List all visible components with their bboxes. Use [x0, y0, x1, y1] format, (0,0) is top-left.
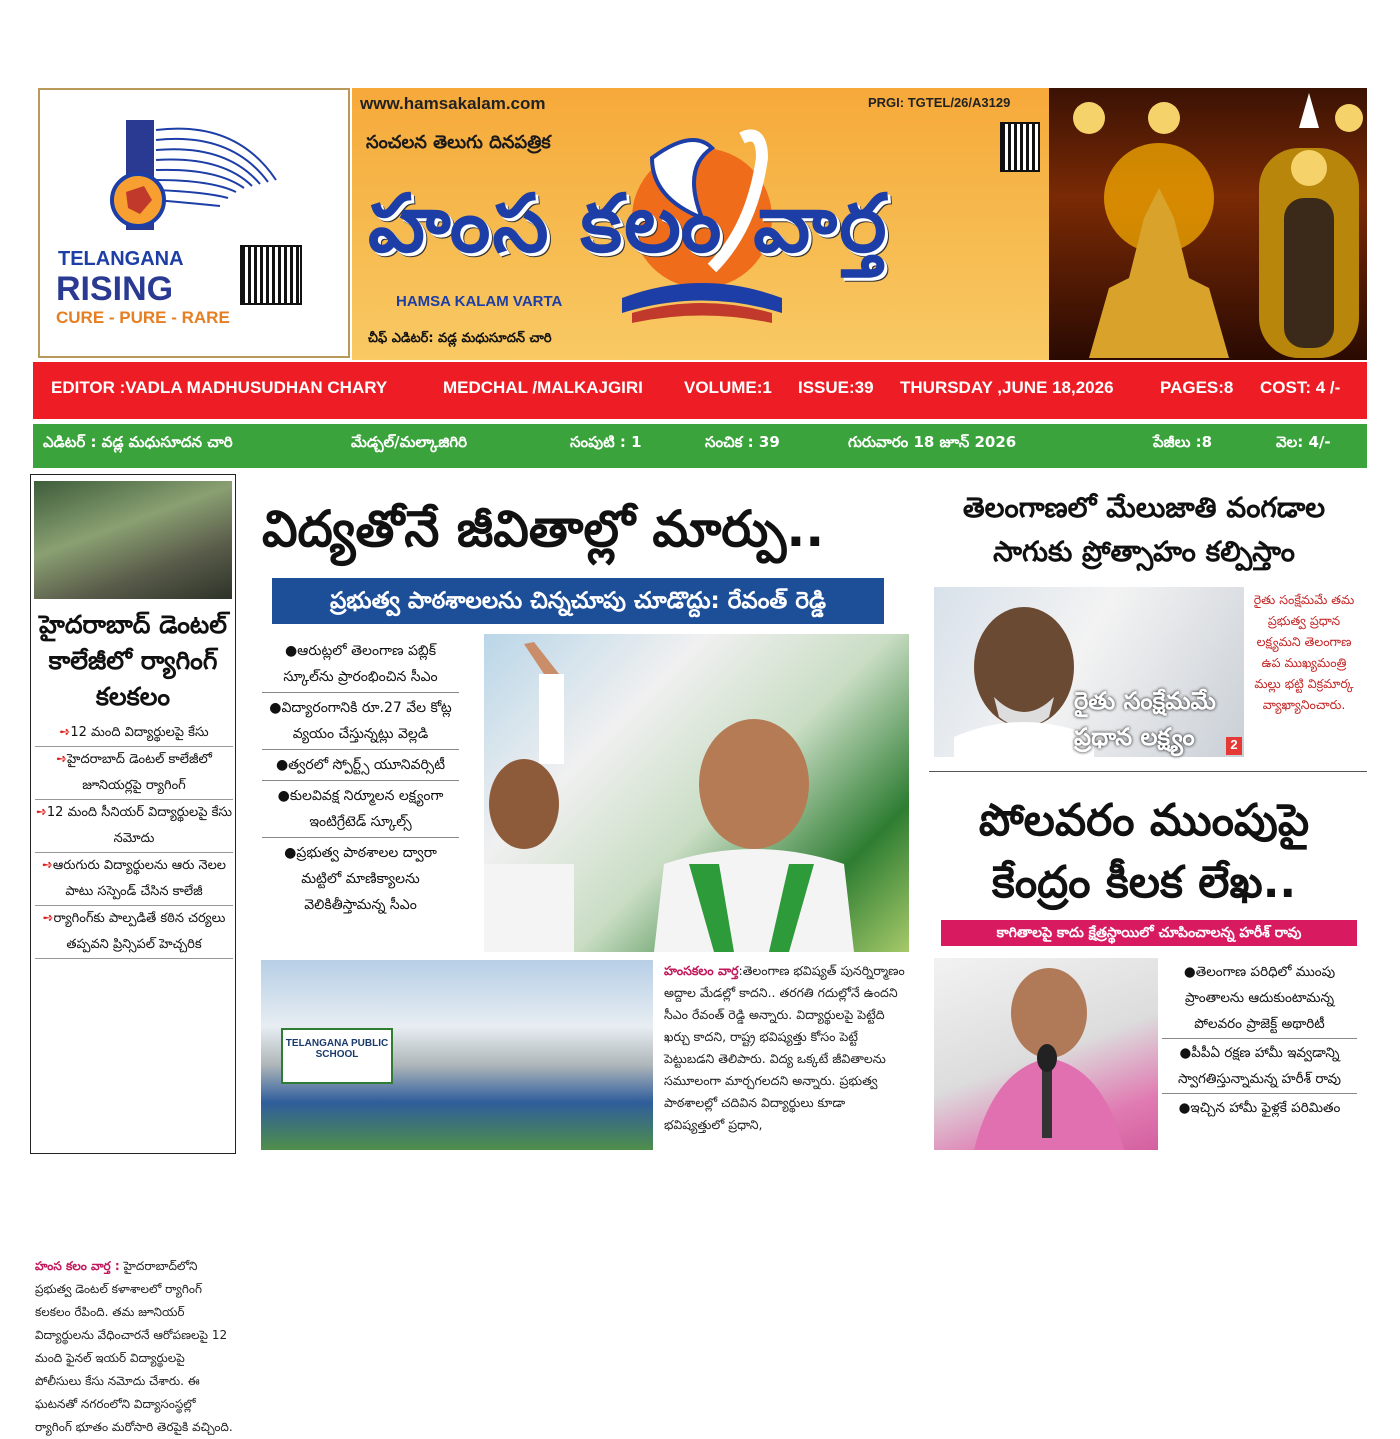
- right-story2-subhead: కాగితాలపై కాదు క్షేత్రస్థాయిలో చూపించాలన్న హరీశ్ రావు: [941, 920, 1357, 946]
- right-story2-headline: పోలవరం ముంపుపై కేంద్రం కీలక లేఖ..: [978, 795, 1310, 908]
- masthead: [352, 88, 1049, 360]
- temple-icon: [1049, 88, 1367, 360]
- list-item: ➺12 మంది విద్యార్థులపై కేసు: [35, 720, 233, 747]
- list-item: ●కులవివక్ష నిర్మూలన లక్ష్యంగా ఇంటిగ్రేటెడ్ స్కూల్స్: [262, 781, 459, 838]
- main-story-bullets: [262, 636, 459, 920]
- main-subhead: ప్రభుత్వ పాఠశాలలను చిన్నచూపు చూడొద్దు: రేవంత్ రెడ్డి: [272, 578, 884, 624]
- arrow-icon: ➺: [36, 805, 47, 820]
- rising-logo-icon: [86, 120, 216, 250]
- arrow-icon: ➺: [42, 911, 54, 926]
- arrow-icon: ➺: [56, 752, 68, 767]
- cost-en: COST: 4 /-: [1260, 378, 1341, 397]
- left-story-headline: హైదరాబాద్ డెంటల్ కాలేజీలో ర్యాగింగ్ కలకలం: [39, 610, 227, 711]
- volume-en: VOLUME:1: [684, 378, 772, 397]
- dateline: హంసకలం వార్త: [664, 963, 739, 978]
- list-item: ●తెలంగాణ పరిధిలో ముంపు ప్రాంతాలను ఆదుకుంటామన్న పోలవరం ప్రాజెక్ట్ అథారిటీ: [1162, 958, 1357, 1039]
- dental-college-photo: [34, 481, 232, 599]
- issue-en: ISSUE:39: [798, 378, 874, 397]
- newspaper-title-en: HAMSA KALAM VARTA: [396, 293, 563, 310]
- arrow-icon: ➺: [59, 725, 71, 740]
- temple-image: [1049, 88, 1367, 360]
- list-item: ➺12 మంది సీనియర్ విద్యార్థులపై కేసు నమోదు: [35, 800, 233, 853]
- photo-caption: రైతు సంక్షేమమే ప్రధాన లక్ష్యం: [1074, 687, 1216, 751]
- school-building-photo: [261, 960, 653, 1150]
- section-divider: [929, 771, 1367, 772]
- main-headline: విద్యతోనే జీవితాల్లో మార్పు..: [262, 500, 825, 558]
- page-ref-badge: 2: [1226, 737, 1242, 755]
- chief-editor: చీఫ్ ఎడిటర్: వడ్ల మధుసూదన్ చారి: [368, 331, 552, 346]
- list-item: ●ప్రభుత్వ పాఠశాలల ద్వారా మట్టిలో మాణిక్యాలను వెలికితీస్తామన్న సీఎం: [284, 845, 437, 913]
- deputy-cm-photo: [934, 587, 1244, 757]
- pages-te: పేజీలు :8: [1153, 433, 1213, 451]
- harish-rao-photo: [934, 958, 1158, 1150]
- arrow-icon: ➺: [41, 858, 53, 873]
- right-story1-headline: తెలంగాణలో మేలుజాతి వంగడాల సాగుకు ప్రోత్సాహం కల్పిస్తాం: [962, 491, 1326, 568]
- telugu-info-bar: [33, 424, 1367, 468]
- prgi-number: PRGI: TGTEL/26/A3129: [868, 95, 1011, 110]
- school-sign: TELANGANA PUBLIC SCHOOL: [281, 1028, 393, 1084]
- date-te: గురువారం 18 జూన్ 2026: [848, 433, 1017, 451]
- cost-te: వెల: 4/-: [1276, 433, 1331, 451]
- list-item: ●ఇచ్చిన హామీ ఫైళ్లకే పరిమితం: [1178, 1100, 1341, 1116]
- cm-speech-photo: [484, 634, 909, 952]
- list-item: ➺హైదరాబాద్ డెంటల్ కాలేజీలో జూనియర్లపై ర్యాగింగ్: [35, 747, 233, 800]
- left-story-points: [35, 720, 233, 959]
- date-en: THURSDAY ,JUNE 18,2026: [900, 378, 1114, 397]
- newspaper-title: హంస కలం వార్త: [368, 176, 889, 270]
- ad-line1: TELANGANA: [58, 248, 184, 270]
- left-story-column: [30, 474, 236, 1434]
- list-item: ➺ఆరుగురు విద్యార్థులను ఆరు నెలల పాటు సస్పెండ్ చేసిన కాలేజీ: [35, 853, 233, 906]
- pages-en: PAGES:8: [1160, 378, 1234, 397]
- dateline: హంస కలం వార్త :: [35, 1259, 120, 1273]
- list-item: ●త్వరలో స్పోర్ట్స్ యూనివర్సిటీ: [262, 750, 459, 781]
- list-item: ●పీపీఏ రక్షణ హామీ ఇవ్వడాన్ని స్వాగతిస్తున్నామన్న హరీశ్ రావు: [1162, 1039, 1357, 1094]
- qr-code-icon: [1000, 122, 1040, 172]
- place-te: మేడ్చల్/మల్కాజిగిరి: [351, 433, 467, 451]
- telangana-rising-ad: [38, 88, 350, 358]
- ad-line2: RISING: [56, 270, 174, 308]
- right-story1-caption: రైతు సంక్షేమమే తమ ప్రభుత్వ ప్రధాన లక్ష్యమని తెలంగాణ ఉప ముఖ్యమంత్రి మల్లు భట్టి విక్రమార్క వ్యాఖ్యానించారు.: [1253, 592, 1355, 712]
- place-en: MEDCHAL /MALKAJGIRI: [443, 378, 643, 397]
- website-url[interactable]: www.hamsakalam.com: [360, 94, 546, 113]
- issue-te: సంచిక : 39: [705, 433, 780, 451]
- english-info-bar: [33, 362, 1367, 419]
- speaker-figure-icon: [484, 634, 909, 952]
- list-item: ●విద్యారంగానికి రూ.27 వేల కోట్ల వ్యయం చేస్తున్నట్లు వెల్లడి: [262, 693, 459, 750]
- editor-en: EDITOR :VADLA MADHUSUDHAN CHARY: [51, 378, 388, 397]
- volume-te: సంపుటి : 1: [570, 433, 642, 451]
- right-story2-bullets: [1162, 958, 1357, 1122]
- list-item: ➺ర్యాగింగ్‌కు పాల్పడితే కఠిన చర్యలు తప్పవని ప్రిన్సిపల్ హెచ్చరిక: [35, 906, 233, 959]
- main-story-body: హంసకలం వార్త:తెలంగాణ భవిష్యత్ పునర్నిర్మాణం అద్దాల మేడల్లో కాదని.. తరగతి గదుల్లోనే ఉందని సీఎం రేవంత్ రెడ్డి అన్నారు. విద్యార్థులపై పెట్టేది ఖర్చు కాదని, రాష్ట్ర భవిష్యత్తు కోసం పెట్టే పెట్టుబడని తెలిపారు. విద్య ఒక్కటే జీవితాలను సమూలంగా మార్చగలదని అన్నారు. ప్రభుత్వ పాఠశాలల్లో చదివిన విద్యార్థులు కూడా భవిష్యత్తులో ప్రధాని,: [664, 963, 905, 1132]
- qr-code-icon: [240, 245, 302, 305]
- speaker-mic-icon: [934, 958, 1158, 1150]
- ad-line3: CURE - PURE - RARE: [56, 308, 230, 327]
- left-story-body: హంస కలం వార్త : హైదరాబాద్‌లోని ప్రభుత్వ డెంటల్ కళాశాలలో ర్యాగింగ్ కలకలం రేపింది. తమ జూనియర్ విద్యార్థులను వేధించారనే ఆరోపణలపై 12 మంది ఫైనల్ ఇయర్ విద్యార్థులపై పోలీసులు కేసు నమోదు చేశారు. ఈ ఘటనతో నగరంలోని విద్యాసంస్థల్లో ర్యాగింగ్ భూతం మరోసారి తెరపైకి వచ్చింది.: [35, 1259, 233, 1434]
- list-item: ●ఆరుట్లలో తెలంగాణ పబ్లిక్ స్కూల్‌ను ప్రారంభించిన సీఎం: [262, 636, 459, 693]
- newspaper-tagline: సంచలన తెలుగు దినపత్రిక: [366, 132, 551, 153]
- editor-te: ఎడిటర్ : వడ్ల మధుసూదన చారి: [43, 433, 233, 451]
